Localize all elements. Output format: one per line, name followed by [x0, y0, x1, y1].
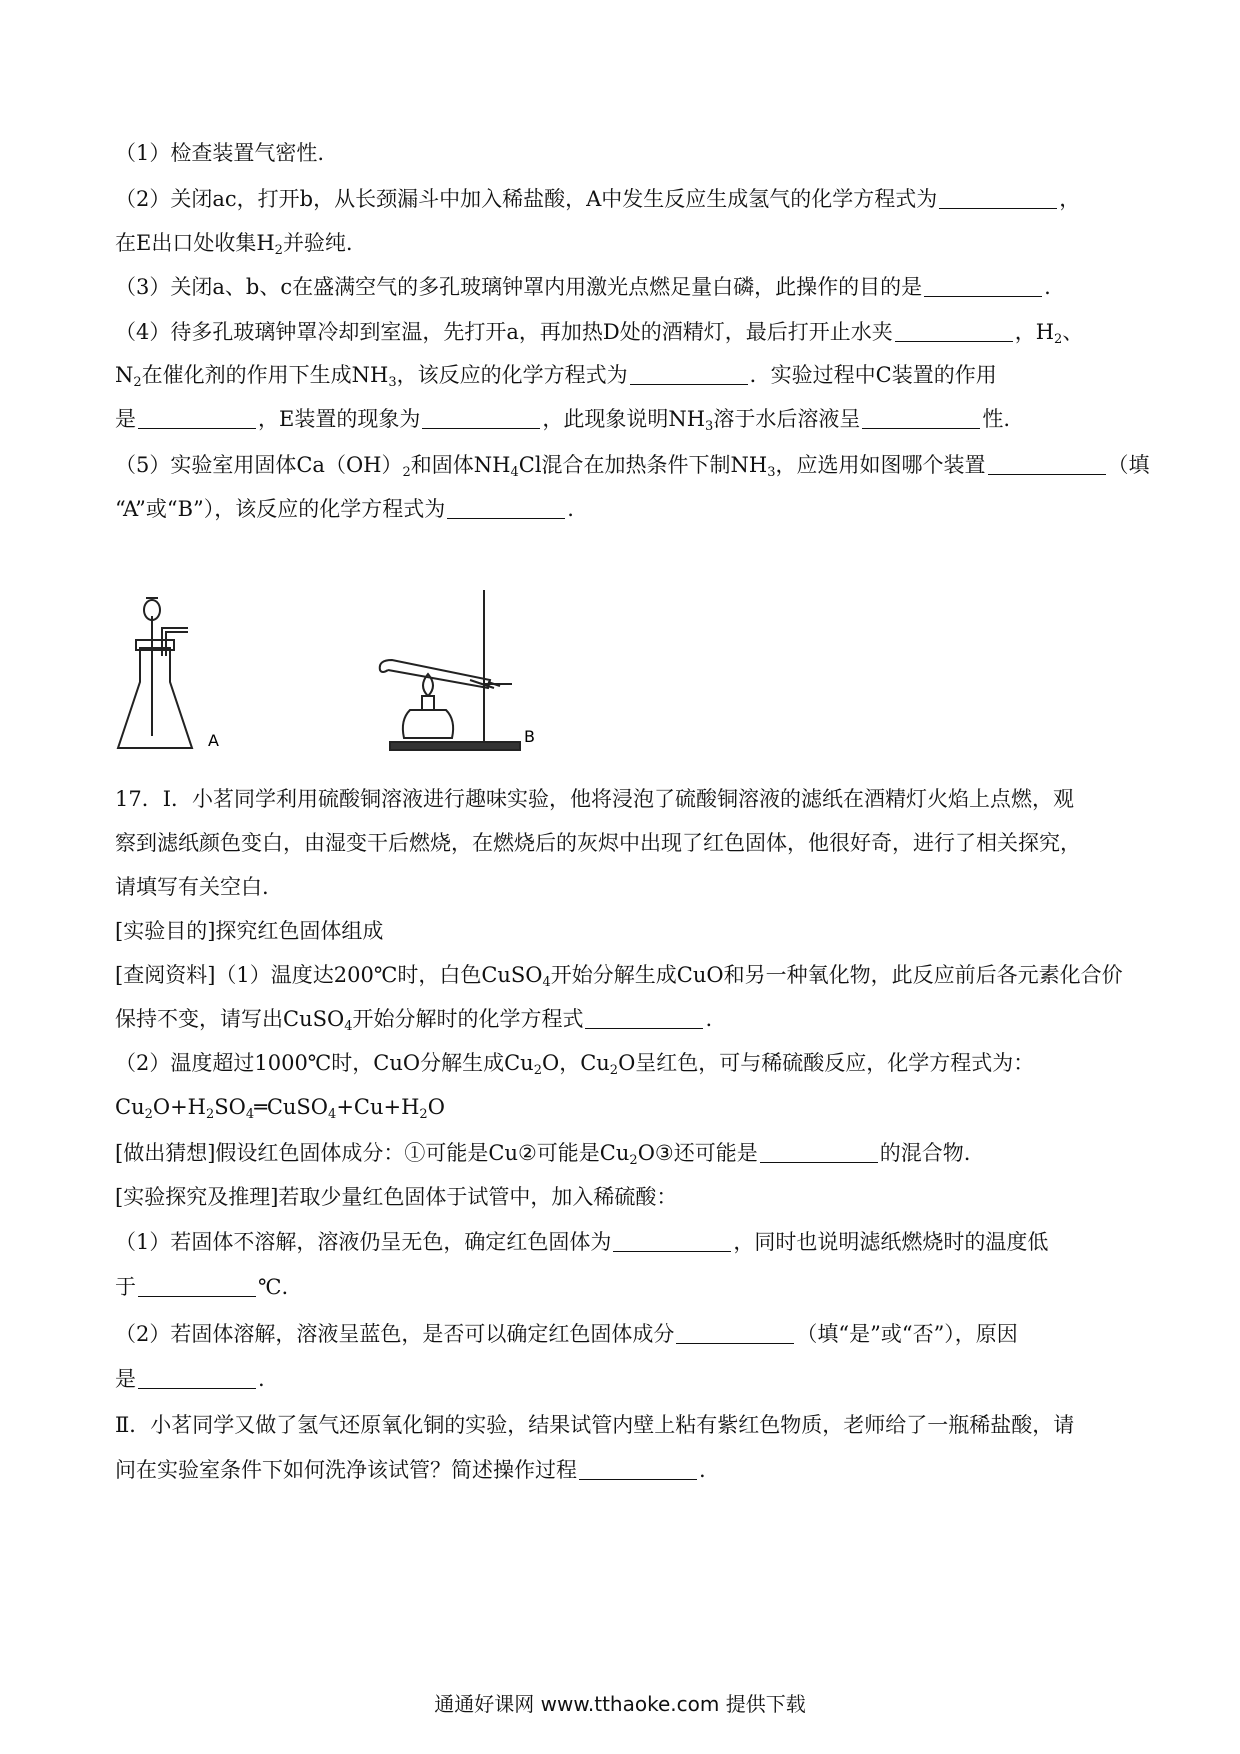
q17-line-16: [115, 1455, 1145, 1485]
q16-line-3: [115, 228, 1145, 266]
test-tube: [380, 660, 490, 688]
text: Cl混合在加热条件下制NH: [518, 453, 768, 477]
text: O，Cu: [541, 1051, 610, 1075]
q17-line-7: [115, 1048, 1145, 1086]
subscript: 2: [144, 1107, 153, 1122]
text: Ⅱ．小茗同学又做了氢气还原氧化铜的实验，结果试管内壁上粘有紫红色物质，老师给了一瓶稀盐酸，请: [115, 1413, 1075, 1437]
alcohol-lamp: [403, 710, 453, 738]
subscript: 3: [767, 465, 776, 480]
answer-blank[interactable]: [138, 1276, 256, 1297]
text: （2）温度超过1000℃时，CuO分解生成Cu: [115, 1051, 534, 1075]
text: 并验纯.: [282, 231, 353, 255]
answer-blank[interactable]: [988, 454, 1106, 475]
text: ，此现象说明NH: [542, 407, 706, 431]
text: 在催化剂的作用下生成NH: [141, 363, 389, 387]
subscript: 2: [206, 1107, 215, 1122]
q16-line-7: [115, 404, 1145, 442]
q17-line-5: [115, 960, 1145, 998]
text: ℃.: [258, 1275, 289, 1299]
text: （填: [1107, 453, 1150, 477]
subscript: 3: [388, 375, 397, 390]
apparatus-a-figure: [112, 596, 232, 756]
text: 17．Ⅰ．小茗同学利用硫酸铜溶液进行趣味实验，他将浸泡了硫酸铜溶液的滤纸在酒精灯火焰上点燃，观: [115, 787, 1075, 811]
answer-blank[interactable]: [862, 408, 980, 429]
q17-line-10: [115, 1182, 1145, 1212]
text: ，同时也说明滤纸燃烧时的温度低: [733, 1230, 1049, 1254]
answer-blank[interactable]: [138, 408, 256, 429]
text: O③还可能是: [637, 1141, 758, 1165]
q17-line-6: [115, 1004, 1145, 1042]
q16-line-1: [115, 138, 1145, 168]
answer-blank[interactable]: [613, 1231, 731, 1252]
text: （1）检查装置气密性.: [115, 141, 325, 165]
answer-blank[interactable]: [939, 188, 1057, 209]
text: ，E装置的现象为: [258, 407, 421, 431]
text: [实验探究及推理]若取少量红色固体于试管中，加入稀硫酸：: [115, 1185, 678, 1209]
text: .: [705, 1007, 713, 1031]
text: Cu: [115, 1095, 145, 1119]
subscript: 2: [1054, 332, 1063, 347]
apparatus-b-figure: [370, 584, 550, 756]
text: 是: [115, 1367, 136, 1391]
answer-blank[interactable]: [924, 276, 1042, 297]
text: （填“是”或“否”），原因: [796, 1322, 1018, 1346]
text: +Cu+H: [336, 1095, 420, 1119]
q17-line-15: [115, 1410, 1145, 1440]
text: N: [115, 363, 134, 387]
answer-blank[interactable]: [447, 498, 565, 519]
text: .: [1044, 275, 1051, 299]
subscript: 4: [542, 975, 551, 990]
subscript: 2: [274, 243, 283, 258]
page-footer: 通通好课网 www.tthaoke.com 提供下载: [434, 1692, 806, 1716]
subscript: 2: [533, 1063, 542, 1078]
subscript: 4: [510, 465, 519, 480]
text: 性.: [982, 407, 1011, 431]
q17-line-12: [115, 1272, 1145, 1302]
text: （5）实验室用固体Ca（OH）: [115, 453, 403, 477]
text: SO: [214, 1095, 246, 1119]
q17-line-4: [115, 916, 1145, 946]
stand-base: [390, 742, 520, 750]
q17-line-9: [115, 1138, 1145, 1176]
q17-equation: [115, 1092, 1145, 1130]
text: （4）待多孔玻璃钟罩冷却到室温，先打开a，再加热D处的酒精灯，最后打开止水夹: [115, 320, 893, 344]
text: O呈红色，可与稀硫酸反应，化学方程式为：: [618, 1051, 1035, 1075]
text: 察到滤纸颜色变白，由湿变干后燃烧，在燃烧后的灰烬中出现了红色固体，他很好奇，进行了相关探究，: [115, 831, 1081, 855]
text: ，应选用如图哪个装置: [775, 453, 986, 477]
q17-line-2: [115, 828, 1145, 858]
text: 的混合物.: [879, 1141, 971, 1165]
text: [查阅资料]（1）温度达200℃时，白色CuSO: [115, 963, 543, 987]
text: 请填写有关空白.: [115, 875, 269, 899]
text: 、: [1062, 320, 1084, 344]
figure-b-label: B: [524, 727, 535, 746]
text: O+H: [152, 1095, 207, 1119]
text: 开始分解时的化学方程式: [352, 1007, 584, 1031]
q16-line-2: [115, 184, 1145, 214]
q17-line-1: [115, 784, 1145, 814]
text: （2）若固体溶解，溶液呈蓝色，是否可以确定红色固体成分: [115, 1322, 675, 1346]
text: 于: [115, 1275, 136, 1299]
text: （2）关闭ac，打开b，从长颈漏斗中加入稀盐酸，A中发生反应生成氢气的化学方程式为: [115, 187, 938, 211]
figure-a-label: A: [208, 731, 219, 750]
subscript: 4: [328, 1107, 337, 1122]
q17-line-3: [115, 872, 1145, 902]
subscript: 4: [245, 1107, 255, 1122]
subscript: 2: [402, 465, 411, 480]
text: ，H: [1014, 320, 1055, 344]
text: 开始分解生成CuO和另一种氧化物，此反应前后各元素化合价: [550, 963, 1123, 987]
q16-line-8: [115, 450, 1150, 488]
answer-blank[interactable]: [630, 364, 748, 385]
q16-line-4: [115, 272, 1145, 302]
lamp-neck: [422, 696, 434, 710]
answer-blank[interactable]: [676, 1323, 794, 1344]
text: .: [258, 1367, 265, 1391]
answer-blank[interactable]: [895, 321, 1013, 342]
text: ，: [1059, 187, 1081, 211]
answer-blank[interactable]: [579, 1459, 697, 1480]
q16-line-5: [115, 317, 1145, 355]
text: .: [699, 1458, 706, 1482]
subscript: 2: [609, 1063, 619, 1078]
q16-line-6: [115, 360, 1145, 398]
text: ═CuSO: [254, 1095, 329, 1119]
q17-line-13: [115, 1319, 1145, 1349]
answer-blank[interactable]: [138, 1368, 256, 1389]
text: （3）关闭a、b、c在盛满空气的多孔玻璃钟罩内用激光点燃足量白磷，此操作的目的是: [115, 275, 923, 299]
text: 问在实验室条件下如何洗净该试管？简述操作过程: [115, 1458, 577, 1482]
text: O: [427, 1095, 445, 1119]
text: [实验目的]探究红色固体组成: [115, 919, 384, 943]
subscript: 3: [705, 419, 714, 434]
text: ．实验过程中C装置的作用: [749, 363, 997, 387]
text: 和固体NH: [410, 453, 511, 477]
text: 是: [115, 407, 136, 431]
text: 溶于水后溶液呈: [713, 407, 861, 431]
subscript: 2: [419, 1107, 428, 1122]
text: “A”或“B”），该反应的化学方程式为: [115, 497, 446, 521]
q17-line-11: [115, 1227, 1145, 1257]
text: 保持不变，请写出CuSO: [115, 1007, 345, 1031]
text: 在E出口处收集H: [115, 231, 275, 255]
answer-blank[interactable]: [760, 1142, 878, 1163]
text: ，该反应的化学方程式为: [396, 363, 628, 387]
flask-body: [118, 648, 192, 748]
answer-blank[interactable]: [585, 1008, 703, 1029]
subscript: 4: [344, 1019, 353, 1034]
q17-line-14: [115, 1364, 1145, 1394]
q16-line-9: [115, 494, 1145, 524]
answer-blank[interactable]: [422, 408, 540, 429]
text: .: [567, 497, 574, 521]
subscript: 2: [133, 375, 142, 390]
text: （1）若固体不溶解，溶液仍呈无色，确定红色固体为: [115, 1230, 612, 1254]
subscript: 2: [629, 1153, 638, 1168]
text: [做出猜想]假设红色固体成分：①可能是Cu②可能是Cu: [115, 1141, 630, 1165]
